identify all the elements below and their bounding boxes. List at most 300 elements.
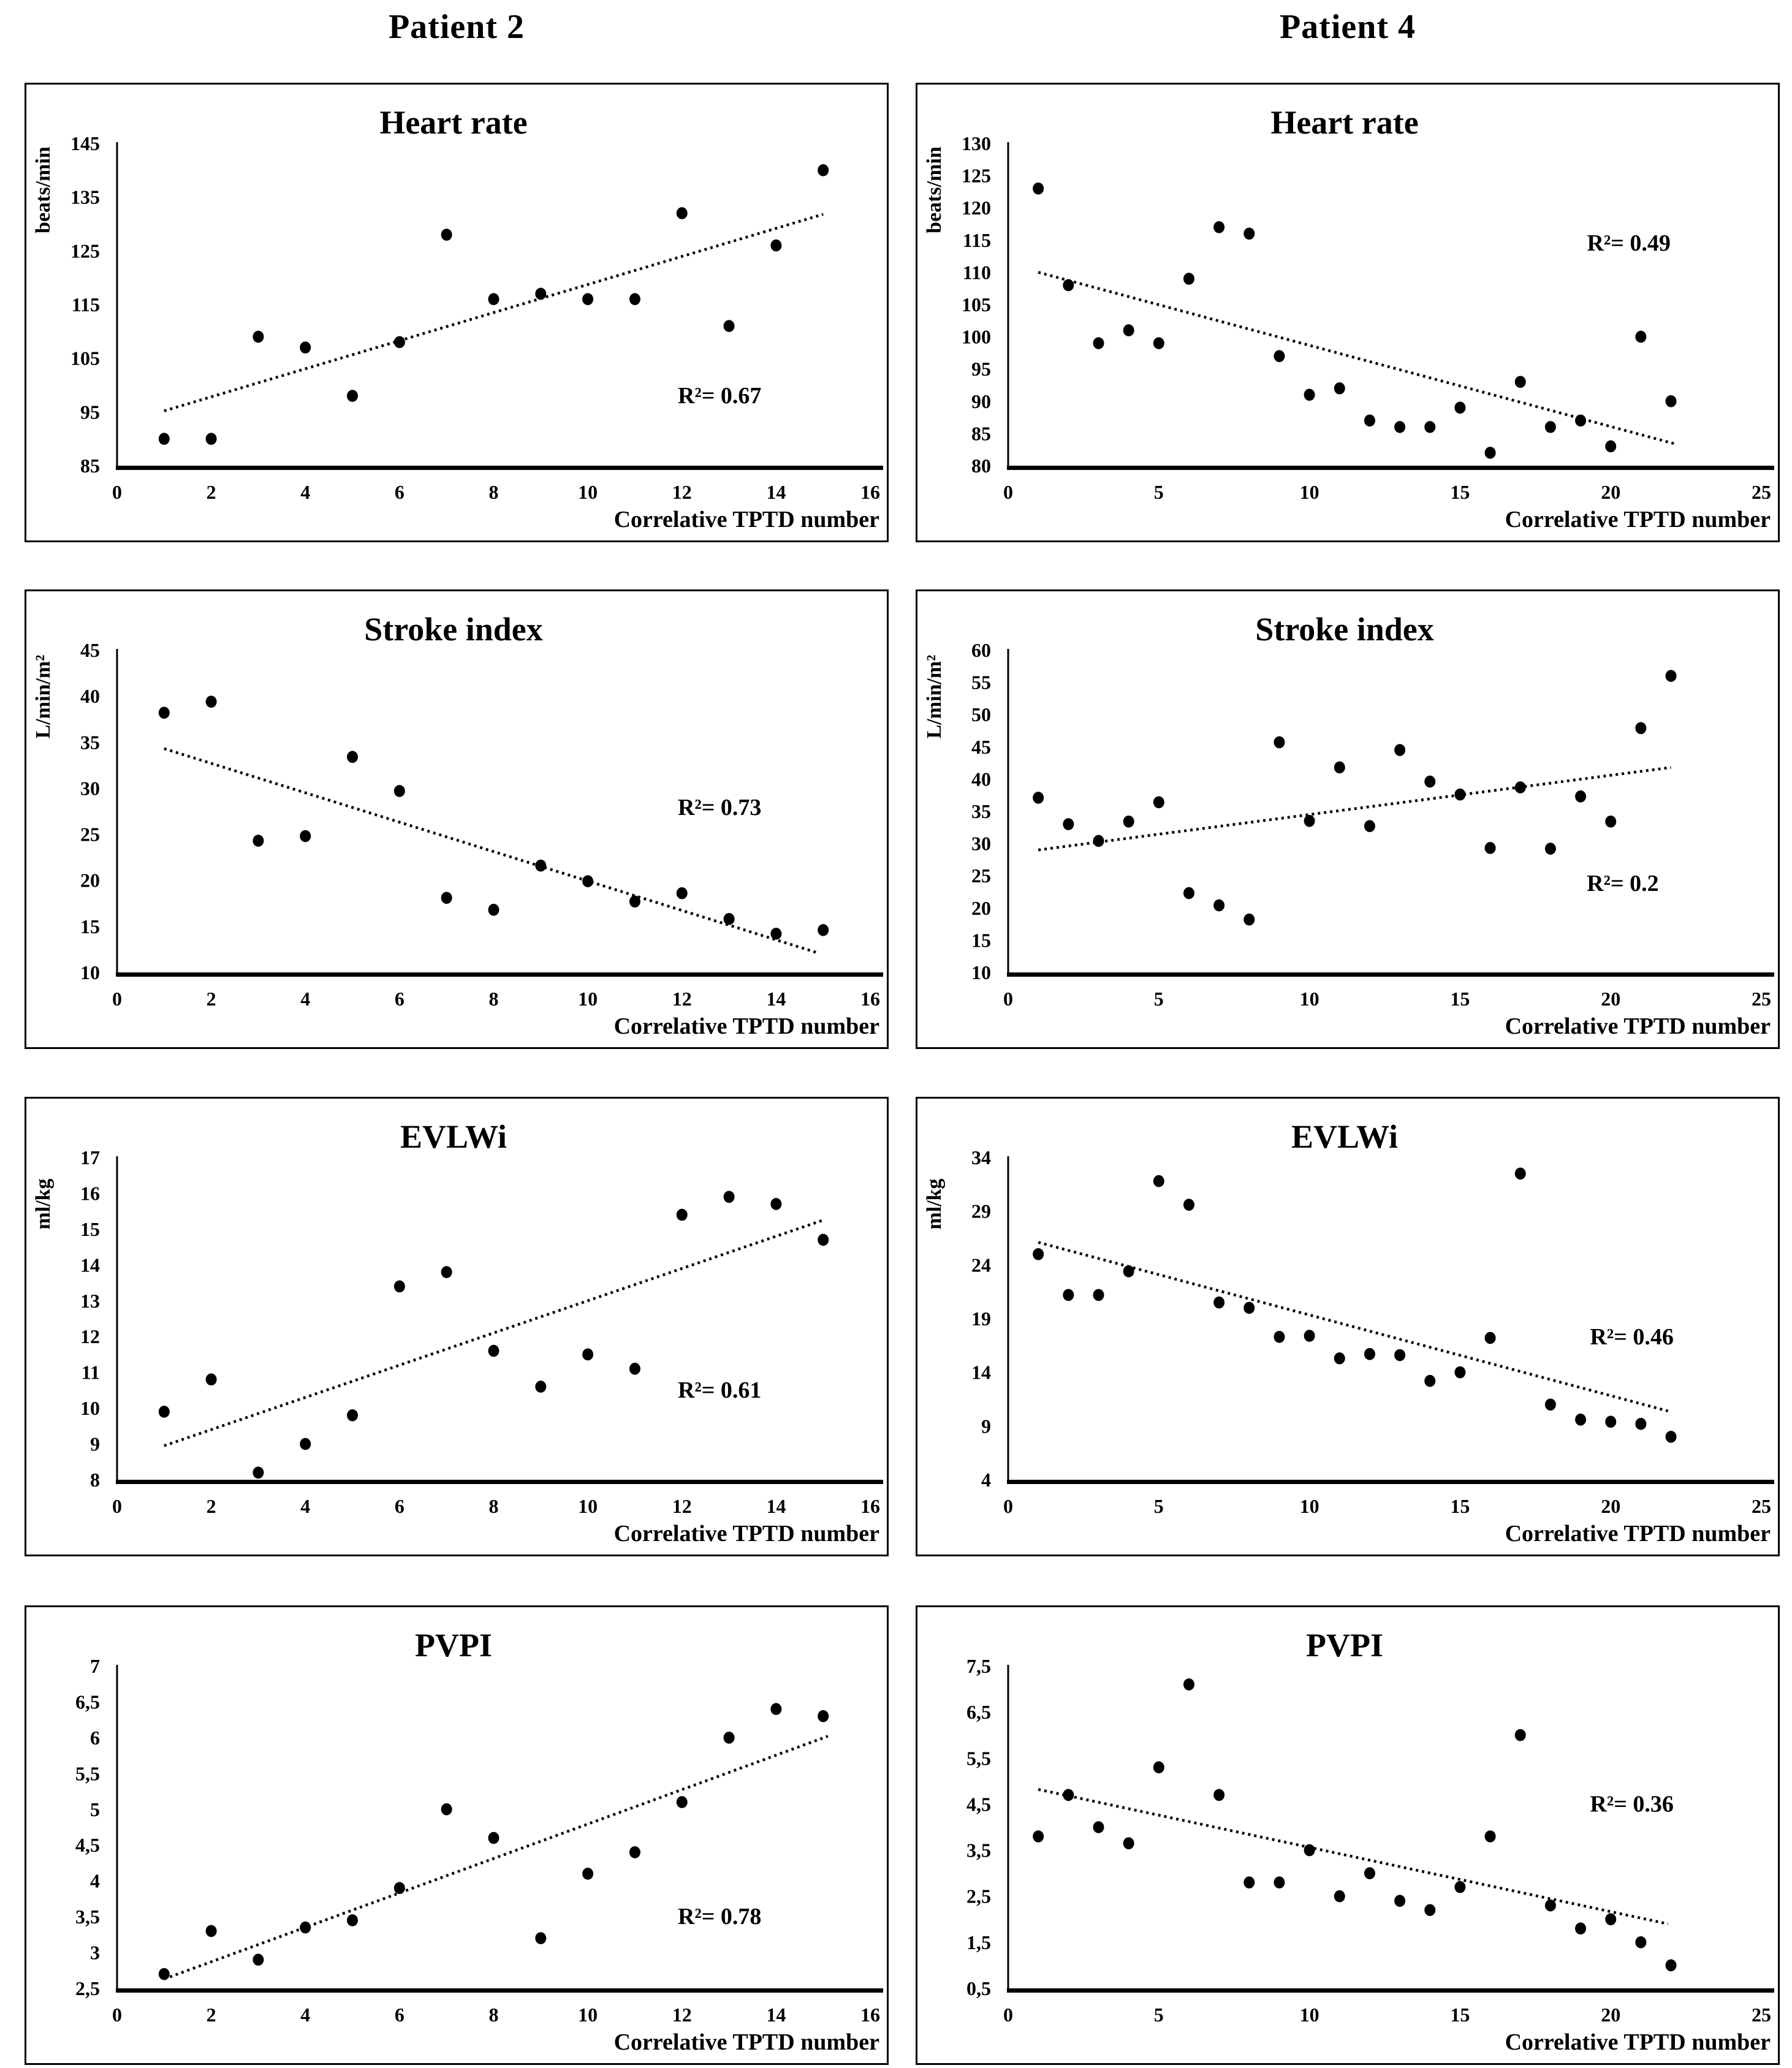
x-tick-label: 20 <box>1601 988 1621 1010</box>
data-point <box>1545 843 1556 855</box>
data-point <box>1213 1297 1224 1309</box>
chart-panel-p2-pvpi <box>25 1605 889 2065</box>
column-header-patient-2: Patient 2 <box>388 8 525 46</box>
data-point <box>1666 395 1677 407</box>
data-point <box>677 1209 688 1221</box>
y-tick-label: 13 <box>80 1289 100 1312</box>
y-tick-label: 55 <box>971 671 991 694</box>
x-tick-label: 15 <box>1450 481 1470 503</box>
data-point <box>1454 789 1465 801</box>
data-point <box>1243 1302 1255 1314</box>
y-tick-label: 15 <box>80 1218 100 1240</box>
chart-title: Heart rate <box>379 104 528 141</box>
data-point <box>1605 441 1616 453</box>
data-point <box>441 229 452 241</box>
data-point <box>252 1467 264 1479</box>
y-tick-label: 16 <box>80 1182 100 1205</box>
x-tick-label: 16 <box>860 2004 880 2026</box>
data-point <box>1123 1838 1134 1850</box>
data-point <box>724 913 735 925</box>
y-tick-label: 6,5 <box>966 1701 991 1724</box>
x-tick-label: 15 <box>1450 1495 1470 1517</box>
data-point <box>159 433 170 445</box>
data-point <box>535 1932 546 1944</box>
x-tick-label: 2 <box>206 481 216 503</box>
data-point <box>582 1868 593 1880</box>
data-point <box>724 1191 735 1203</box>
y-tick-label: 3,5 <box>75 1906 100 1928</box>
y-tick-label: 80 <box>971 455 991 477</box>
data-point <box>1666 670 1677 682</box>
y-tick-label: 9 <box>981 1415 991 1437</box>
data-point <box>1485 842 1496 854</box>
y-tick-label: 17 <box>80 1146 100 1168</box>
x-axis-label: Correlative TPTD number <box>613 2029 879 2055</box>
data-point <box>770 1703 781 1715</box>
y-tick-label: 120 <box>962 197 991 219</box>
y-tick-label: 105 <box>962 294 991 316</box>
y-tick-label: 7,5 <box>966 1655 991 1677</box>
x-tick-label: 12 <box>672 481 692 503</box>
data-point <box>1575 1923 1586 1935</box>
data-point <box>300 1922 311 1934</box>
x-tick-label: 10 <box>1299 2004 1319 2026</box>
data-point <box>1485 1332 1496 1344</box>
data-point <box>347 390 358 402</box>
data-point <box>818 1234 829 1246</box>
data-point <box>1304 388 1315 401</box>
y-axis-label: L/min/m² <box>32 654 55 739</box>
data-point <box>488 904 499 916</box>
data-point <box>1575 415 1586 427</box>
chart-canvas <box>917 591 1778 1047</box>
data-point <box>1605 816 1616 828</box>
data-point <box>1093 1289 1104 1301</box>
chart-title: PVPI <box>415 1627 492 1664</box>
chart-canvas <box>917 1099 1778 1555</box>
x-tick-label: 16 <box>860 1495 880 1517</box>
data-point <box>1183 887 1194 900</box>
data-point <box>535 288 546 300</box>
data-point <box>1123 324 1134 336</box>
chart-canvas <box>917 1607 1778 2063</box>
data-point <box>1635 331 1646 343</box>
y-tick-label: 35 <box>80 731 100 754</box>
y-tick-label: 25 <box>971 865 991 887</box>
x-tick-label: 10 <box>1299 1495 1319 1517</box>
y-tick-label: 20 <box>80 869 100 892</box>
y-tick-label: 40 <box>80 685 100 708</box>
data-point <box>1454 1366 1465 1379</box>
y-tick-label: 6 <box>90 1726 100 1749</box>
y-axis-label: ml/kg <box>923 1178 946 1230</box>
y-axis-label: L/min/m² <box>923 654 946 739</box>
data-point <box>1485 447 1496 459</box>
y-tick-label: 60 <box>971 639 991 661</box>
data-point <box>1394 1349 1405 1362</box>
x-tick-label: 12 <box>672 1495 692 1517</box>
data-point <box>1063 818 1074 830</box>
data-point <box>300 341 311 354</box>
x-tick-label: 20 <box>1601 2004 1621 2026</box>
data-point <box>206 433 217 445</box>
data-point <box>677 1796 688 1808</box>
chart-panel-p4-heart-rate <box>916 83 1780 542</box>
data-point <box>488 1832 499 1844</box>
x-tick-label: 0 <box>1003 988 1013 1010</box>
data-point <box>1153 337 1164 349</box>
data-point <box>1334 1890 1345 1903</box>
x-tick-label: 15 <box>1450 2004 1470 2026</box>
data-point <box>1153 1762 1164 1774</box>
data-point <box>1093 1821 1104 1833</box>
data-point <box>488 293 499 305</box>
y-tick-label: 35 <box>971 800 991 822</box>
y-tick-label: 1,5 <box>966 1931 991 1953</box>
data-point <box>441 1266 452 1278</box>
y-tick-label: 11 <box>81 1361 100 1384</box>
y-tick-label: 45 <box>80 639 100 661</box>
chart-canvas <box>26 1607 887 2063</box>
data-point <box>1243 227 1255 240</box>
y-tick-label: 4 <box>90 1869 100 1892</box>
data-point <box>1033 1830 1044 1843</box>
y-tick-label: 100 <box>962 325 991 348</box>
data-point <box>677 887 688 900</box>
data-point <box>1304 1330 1315 1342</box>
data-point <box>1334 1352 1345 1365</box>
chart-title: PVPI <box>1306 1627 1383 1664</box>
x-tick-label: 5 <box>1153 1495 1164 1517</box>
chart-panel-p2-stroke-index <box>25 589 889 1049</box>
data-point <box>1123 1265 1134 1278</box>
y-tick-label: 15 <box>971 929 991 952</box>
x-tick-label: 12 <box>672 2004 692 2026</box>
y-tick-label: 4,5 <box>966 1793 991 1816</box>
x-tick-label: 20 <box>1601 1495 1621 1517</box>
r2-label: R²= 0.2 <box>1587 870 1659 896</box>
x-tick-label: 14 <box>766 481 786 503</box>
data-point <box>1153 1175 1164 1187</box>
data-point <box>159 1968 170 1980</box>
x-tick-label: 25 <box>1752 2004 1771 2026</box>
data-point <box>582 1349 593 1361</box>
trend-line <box>164 214 823 411</box>
data-point <box>1334 382 1345 395</box>
x-axis-label: Correlative TPTD number <box>1505 507 1771 532</box>
data-point <box>1424 776 1435 788</box>
x-tick-label: 0 <box>1003 2004 1013 2026</box>
x-tick-label: 5 <box>1153 988 1164 1010</box>
y-tick-label: 5,5 <box>966 1747 991 1770</box>
x-tick-label: 10 <box>578 1495 598 1517</box>
x-tick-label: 10 <box>578 2004 598 2026</box>
data-point <box>1545 1398 1556 1411</box>
data-point <box>1394 1895 1405 1907</box>
x-tick-label: 25 <box>1752 481 1771 503</box>
y-tick-label: 6,5 <box>75 1691 100 1713</box>
data-point <box>1274 737 1285 749</box>
data-point <box>724 320 735 332</box>
data-point <box>1364 1348 1375 1360</box>
y-tick-label: 9 <box>90 1433 100 1455</box>
y-tick-label: 34 <box>971 1146 991 1168</box>
data-point <box>1515 1729 1526 1741</box>
data-point <box>394 336 405 349</box>
data-point <box>1183 1678 1194 1691</box>
data-point <box>1093 835 1104 847</box>
data-point <box>1213 900 1224 912</box>
data-point <box>1123 816 1134 828</box>
data-point <box>1424 421 1435 433</box>
data-point <box>1243 1876 1255 1888</box>
x-tick-label: 8 <box>488 988 499 1010</box>
y-tick-label: 10 <box>80 961 100 983</box>
chart-panel-p4-stroke-index <box>916 589 1780 1049</box>
y-tick-label: 3,5 <box>966 1839 991 1862</box>
y-tick-label: 8 <box>90 1469 100 1491</box>
data-point <box>535 1381 546 1393</box>
data-point <box>1515 376 1526 388</box>
r2-label: R²= 0.73 <box>677 794 762 820</box>
y-tick-label: 19 <box>971 1308 991 1330</box>
data-point <box>818 164 829 176</box>
chart-canvas <box>26 1099 887 1555</box>
x-tick-label: 2 <box>206 1495 216 1517</box>
y-tick-label: 40 <box>971 768 991 790</box>
data-point <box>818 1710 829 1722</box>
data-point <box>1304 815 1315 827</box>
data-point <box>629 895 640 907</box>
data-point <box>1274 1331 1285 1343</box>
data-point <box>206 1925 217 1937</box>
r2-label: R²= 0.61 <box>677 1377 762 1403</box>
data-point <box>252 835 264 847</box>
data-point <box>206 1374 217 1386</box>
data-point <box>1545 1899 1556 1912</box>
data-point <box>629 293 640 305</box>
x-axis-label: Correlative TPTD number <box>1505 1521 1771 1547</box>
chart-canvas <box>26 591 887 1047</box>
x-tick-label: 4 <box>300 2004 311 2026</box>
data-point <box>1364 415 1375 427</box>
y-tick-label: 95 <box>80 401 100 423</box>
y-tick-label: 110 <box>962 261 991 284</box>
x-tick-label: 16 <box>860 481 880 503</box>
y-tick-label: 15 <box>80 915 100 937</box>
chart-canvas <box>917 85 1778 540</box>
data-point <box>1063 1789 1074 1801</box>
y-tick-label: 14 <box>971 1361 991 1384</box>
data-point <box>441 1803 452 1816</box>
x-tick-label: 14 <box>766 988 786 1010</box>
y-tick-label: 115 <box>71 294 100 316</box>
x-tick-label: 4 <box>300 1495 311 1517</box>
y-tick-label: 30 <box>80 777 100 800</box>
chart-panel-p4-pvpi <box>916 1605 1780 2065</box>
x-axis-label: Correlative TPTD number <box>613 1013 879 1039</box>
data-point <box>206 695 217 708</box>
y-tick-label: 130 <box>962 132 991 154</box>
x-tick-label: 14 <box>766 1495 786 1517</box>
data-point <box>1364 820 1375 832</box>
data-point <box>582 293 593 305</box>
x-tick-label: 2 <box>206 988 216 1010</box>
data-point <box>818 924 829 936</box>
data-point <box>677 207 688 219</box>
data-point <box>1666 1960 1677 1972</box>
x-tick-label: 8 <box>488 2004 499 2026</box>
r2-label: R²= 0.78 <box>677 1904 762 1930</box>
data-point <box>1213 1789 1224 1801</box>
y-tick-label: 10 <box>80 1397 100 1420</box>
data-point <box>1666 1431 1677 1443</box>
x-tick-label: 0 <box>112 1495 122 1517</box>
data-point <box>1485 1830 1496 1843</box>
trend-line <box>1038 767 1671 850</box>
x-tick-label: 20 <box>1601 481 1621 503</box>
y-tick-label: 95 <box>971 358 991 381</box>
x-tick-label: 10 <box>1299 481 1319 503</box>
y-tick-label: 135 <box>70 186 100 208</box>
data-point <box>1545 421 1556 433</box>
y-axis-label: beats/min <box>923 146 946 233</box>
chart-title: Heart rate <box>1270 104 1419 141</box>
y-tick-label: 2,5 <box>75 1977 100 1999</box>
y-tick-label: 115 <box>962 229 991 251</box>
data-point <box>1575 1414 1586 1426</box>
x-tick-label: 4 <box>300 988 311 1010</box>
x-tick-label: 8 <box>488 1495 499 1517</box>
data-point <box>629 1846 640 1858</box>
data-point <box>347 1409 358 1422</box>
data-point <box>394 785 405 797</box>
chart-panel-p2-evlwi <box>25 1097 889 1556</box>
data-point <box>300 1438 311 1450</box>
x-tick-label: 10 <box>578 988 598 1010</box>
x-tick-label: 0 <box>1003 1495 1013 1517</box>
x-axis-label: Correlative TPTD number <box>613 1521 879 1547</box>
x-tick-label: 14 <box>766 2004 786 2026</box>
x-axis-label: Correlative TPTD number <box>1505 1013 1771 1039</box>
data-point <box>1033 183 1044 195</box>
x-tick-label: 0 <box>112 988 122 1010</box>
data-point <box>770 240 781 252</box>
y-tick-label: 5,5 <box>75 1762 100 1785</box>
y-tick-label: 29 <box>971 1200 991 1222</box>
data-point <box>394 1882 405 1895</box>
data-point <box>1274 350 1285 362</box>
data-point <box>1213 221 1224 233</box>
data-point <box>1183 1199 1194 1211</box>
x-tick-label: 4 <box>300 481 311 503</box>
y-tick-label: 0,5 <box>966 1977 991 1999</box>
y-tick-label: 5 <box>90 1798 100 1820</box>
x-tick-label: 5 <box>1153 481 1164 503</box>
data-point <box>629 1363 640 1375</box>
y-tick-label: 85 <box>971 422 991 445</box>
data-point <box>724 1732 735 1744</box>
x-tick-label: 6 <box>394 988 404 1010</box>
y-tick-label: 25 <box>80 823 100 846</box>
x-tick-label: 10 <box>578 481 598 503</box>
trend-line <box>164 1737 828 1979</box>
y-tick-label: 12 <box>80 1325 100 1348</box>
chart-title: Stroke index <box>364 611 543 648</box>
y-tick-label: 4 <box>981 1469 991 1491</box>
data-point <box>441 892 452 904</box>
y-tick-label: 45 <box>971 735 991 758</box>
data-point <box>1394 421 1405 433</box>
data-point <box>1183 273 1194 285</box>
data-point <box>1515 1168 1526 1180</box>
y-tick-label: 90 <box>971 390 991 412</box>
data-point <box>1093 337 1104 349</box>
chart-title: EVLWi <box>400 1118 507 1155</box>
x-axis-label: Correlative TPTD number <box>613 507 879 532</box>
trend-line <box>164 1220 823 1445</box>
x-tick-label: 0 <box>112 481 122 503</box>
x-tick-label: 25 <box>1752 1495 1771 1517</box>
y-tick-label: 20 <box>971 896 991 919</box>
data-point <box>535 860 546 872</box>
trend-line <box>164 749 819 953</box>
x-tick-label: 16 <box>860 988 880 1010</box>
data-point <box>1575 790 1586 803</box>
x-tick-label: 5 <box>1153 2004 1164 2026</box>
chart-panel-p4-evlwi <box>916 1097 1780 1556</box>
r2-label: R²= 0.67 <box>677 383 762 409</box>
data-point <box>1454 1881 1465 1893</box>
data-point <box>1364 1867 1375 1879</box>
x-tick-label: 25 <box>1752 988 1771 1010</box>
x-tick-label: 0 <box>112 2004 122 2026</box>
data-point <box>1274 1876 1285 1888</box>
r2-label: R²= 0.46 <box>1590 1324 1674 1350</box>
r2-label: R²= 0.49 <box>1587 230 1671 257</box>
data-point <box>159 706 170 719</box>
y-tick-label: 50 <box>971 703 991 726</box>
chart-title: Stroke index <box>1255 611 1434 648</box>
chart-canvas <box>26 85 887 540</box>
y-tick-label: 125 <box>70 240 100 262</box>
data-point <box>770 928 781 940</box>
x-tick-label: 10 <box>1299 988 1319 1010</box>
column-header-patient-4: Patient 4 <box>1279 8 1416 46</box>
chart-title: EVLWi <box>1291 1118 1399 1155</box>
data-point <box>488 1345 499 1357</box>
data-point <box>394 1281 405 1293</box>
y-tick-label: 10 <box>971 961 991 983</box>
y-tick-label: 4,5 <box>75 1834 100 1857</box>
x-tick-label: 12 <box>672 988 692 1010</box>
x-tick-label: 0 <box>1003 481 1013 503</box>
data-point <box>1243 914 1255 926</box>
y-tick-label: 145 <box>70 132 100 154</box>
r2-label: R²= 0.36 <box>1590 1791 1674 1817</box>
data-point <box>1605 1913 1616 1925</box>
data-point <box>1635 1418 1646 1430</box>
y-tick-label: 2,5 <box>966 1885 991 1907</box>
chart-panel-p2-heart-rate <box>25 83 889 542</box>
data-point <box>1153 796 1164 808</box>
data-point <box>252 1953 264 1966</box>
y-tick-label: 24 <box>971 1254 991 1276</box>
data-point <box>1334 762 1345 774</box>
y-tick-label: 30 <box>971 832 991 855</box>
y-axis-label: beats/min <box>32 146 55 233</box>
x-tick-label: 6 <box>394 481 404 503</box>
